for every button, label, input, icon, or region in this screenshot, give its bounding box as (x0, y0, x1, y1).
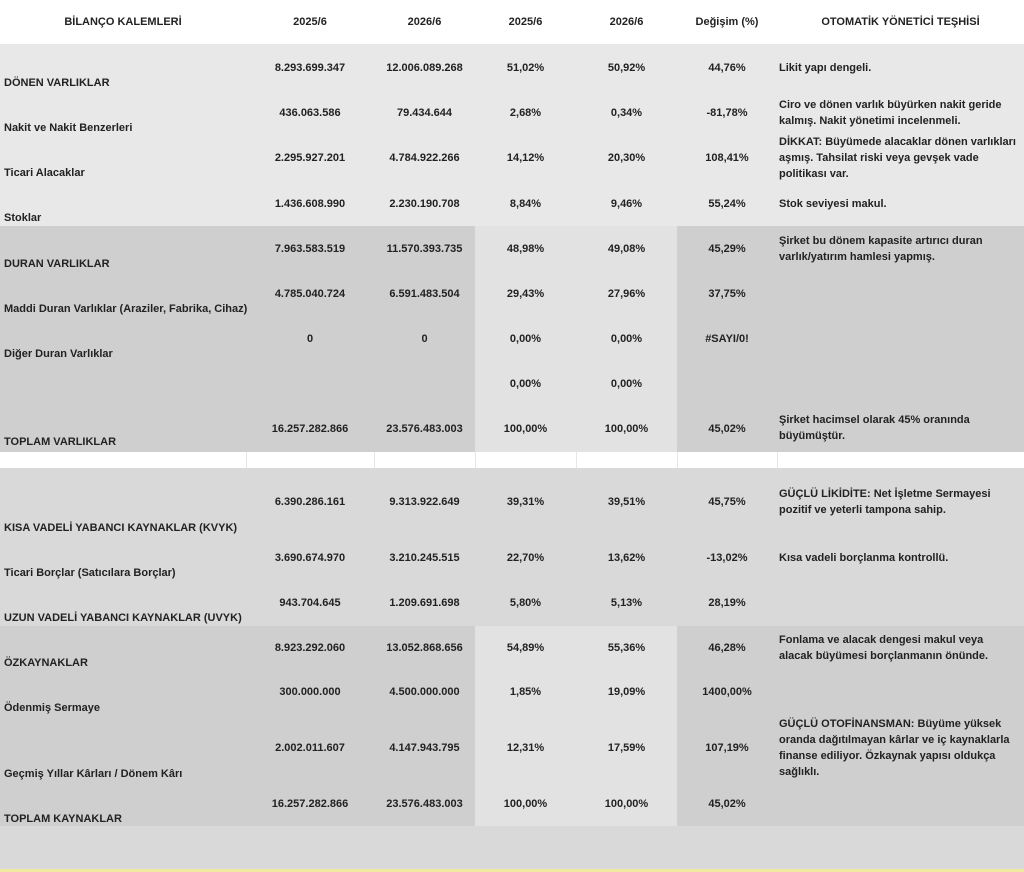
row-change: 45,02% (708, 423, 746, 435)
row-diagnosis: Şirket bu dönem kapasite artırıcı duran varlık/yatırım hamlesi yapmış. (779, 235, 983, 263)
row-pct-2025: 48,98% (506, 243, 545, 255)
row-value-2025: 8.293.699.347 (274, 62, 346, 74)
row-label: Diğer Duran Varlıklar (4, 348, 113, 360)
row-value-2026: 0 (421, 333, 428, 345)
row-change: 107,19% (705, 742, 749, 754)
row-label: Stoklar (4, 212, 42, 224)
row-pct-2026: 5,13% (610, 597, 643, 609)
row-label: TOPLAM KAYNAKLAR (4, 813, 122, 825)
row-value-2025: 7.963.583.519 (274, 243, 346, 255)
row-pct-2026: 55,36% (607, 642, 646, 654)
row-change: 44,76% (708, 62, 746, 74)
row-change: 45,02% (708, 798, 746, 810)
row-pct-2025: 51,02% (506, 62, 545, 74)
row-change: 108,41% (705, 152, 749, 164)
row-change: 46,28% (708, 642, 746, 654)
row-label: KISA VADELİ YABANCI KAYNAKLAR (KVYK) (4, 522, 238, 534)
row-pct-2025: 5,80% (509, 597, 542, 609)
row-value-2026: 3.210.245.515 (389, 552, 460, 564)
row-change: -13,02% (706, 552, 748, 564)
row-label: TOPLAM VARLIKLAR (4, 436, 117, 448)
row-change: #SAYI/0! (705, 333, 749, 345)
row-value-2025: 2.295.927.201 (274, 152, 346, 164)
row-change: 28,19% (708, 597, 746, 609)
row-label: Nakit ve Nakit Benzerleri (4, 122, 133, 134)
row-pct-2026: 100,00% (604, 798, 649, 810)
header-pct-1: 2025/6 (508, 16, 543, 28)
row-pct-2026: 20,30% (607, 152, 646, 164)
row-diagnosis: Likit yapı dengeli. (779, 62, 872, 74)
row-value-2026: 4.500.000.000 (389, 686, 460, 698)
row-value-2025: 0 (306, 333, 314, 345)
row-pct-2026: 50,92% (607, 62, 646, 74)
header-pct-2: 2026/6 (609, 16, 644, 28)
row-value-2025: 1.436.608.990 (274, 198, 346, 210)
row-change: 55,24% (708, 198, 746, 210)
row-value-2025: 3.690.674.970 (274, 552, 346, 564)
row-pct-2026: 17,59% (607, 742, 646, 754)
row-value-2025: 300.000.000 (279, 686, 341, 698)
row-change: 45,75% (708, 496, 746, 508)
row-change: 37,75% (708, 288, 746, 300)
row-value-2025: 8.923.292.060 (274, 642, 346, 654)
row-value-2026: 13.052.868.656 (386, 642, 463, 654)
row-label: Geçmiş Yıllar Kârları / Dönem Kârı (4, 768, 183, 780)
row-pct-2026: 9,46% (610, 198, 643, 210)
row-value-2026: 23.576.483.003 (386, 423, 463, 435)
row-pct-2025: 0,00% (509, 333, 542, 345)
header-item: BİLANÇO KALEMLERİ (64, 16, 182, 28)
separator-gridline (576, 452, 577, 468)
row-value-2026: 23.576.483.003 (386, 798, 463, 810)
row-pct-2025: 39,31% (506, 496, 545, 508)
row-diagnosis: Fonlama ve alacak dengesi makul veya alacak büyümesi borçlanmanın önünde. (779, 634, 989, 662)
row-diagnosis: Kısa vadeli borçlanma kontrollü. (779, 552, 949, 564)
row-pct-2026: 13,62% (607, 552, 646, 564)
row-value-2025: 6.390.286.161 (274, 496, 346, 508)
row-pct-2025: 0,00% (509, 378, 542, 390)
row-value-2025: 16.257.282.866 (271, 423, 349, 435)
row-value-2026: 4.147.943.795 (389, 742, 460, 754)
header-change: Değişim (%) (695, 16, 759, 28)
row-value-2025: 4.785.040.724 (274, 288, 346, 300)
row-pct-2025: 29,43% (506, 288, 545, 300)
separator-row (0, 452, 1024, 468)
row-pct-2025: 12,31% (506, 742, 545, 754)
row-value-2026: 9.313.922.649 (389, 496, 460, 508)
row-diagnosis: GÜÇLÜ LİKİDİTE: Net İşletme Sermayesi pozitif ve yeterli tampona sahip. (779, 488, 991, 516)
separator-gridline (374, 452, 375, 468)
row-value-2026: 1.209.691.698 (389, 597, 460, 609)
row-pct-2026: 0,00% (610, 378, 643, 390)
row-pct-2026: 49,08% (607, 243, 646, 255)
row-label: Maddi Duran Varlıklar (Araziler, Fabrika, Cihaz) (4, 303, 248, 315)
row-label: DURAN VARLIKLAR (4, 258, 110, 270)
row-value-2026: 4.784.922.266 (389, 152, 460, 164)
row-value-2026: 79.434.644 (396, 107, 453, 119)
row-value-2026: 11.570.393.735 (386, 243, 463, 255)
header-year-2: 2026/6 (407, 16, 442, 28)
row-label: UZUN VADELİ YABANCI KAYNAKLAR (UVYK) (4, 612, 242, 624)
row-pct-2025: 100,00% (503, 798, 548, 810)
row-diagnosis: GÜÇLÜ OTOFİNANSMAN: Büyüme yüksek oranda dağıtılmayan kârlar ve iç kaynaklarla finanse ediliyor. Özkaynak yapısı oldukça sağlıklı. (779, 718, 1010, 778)
row-label: DÖNEN VARLIKLAR (4, 77, 110, 89)
row-value-2026: 6.591.483.504 (389, 288, 460, 300)
row-pct-2026: 27,96% (607, 288, 646, 300)
row-change: 45,29% (708, 243, 746, 255)
row-pct-2026: 0,34% (610, 107, 643, 119)
row-pct-2026: 0,00% (610, 333, 643, 345)
row-value-2025: 2.002.011.607 (275, 742, 345, 754)
separator-gridline (677, 452, 678, 468)
separator-gridline (475, 452, 476, 468)
row-pct-2026: 39,51% (607, 496, 646, 508)
row-pct-2025: 100,00% (503, 423, 548, 435)
row-diagnosis: Şirket hacimsel olarak 45% oranında büyümüştür. (779, 414, 970, 442)
row-change: 1400,00% (702, 686, 752, 698)
row-pct-2026: 100,00% (604, 423, 649, 435)
header-diagnosis: OTOMATİK YÖNETİCİ TEŞHİSİ (821, 16, 980, 28)
row-pct-2025: 54,89% (506, 642, 545, 654)
separator-gridline (777, 452, 778, 468)
row-diagnosis: Ciro ve dönen varlık büyürken nakit geride kalmış. Nakit yönetimi incelenmeli. (779, 99, 1002, 127)
row-value-2025: 436.063.586 (279, 107, 341, 119)
row-pct-2026: 19,09% (607, 686, 646, 698)
row-diagnosis: Stok seviyesi makul. (779, 198, 887, 210)
row-label: Ticari Alacaklar (4, 167, 85, 179)
row-label: ÖZKAYNAKLAR (4, 657, 88, 669)
row-pct-2025: 2,68% (509, 107, 542, 119)
row-label: Ödenmiş Sermaye (4, 702, 100, 714)
row-value-2026: 2.230.190.708 (389, 198, 460, 210)
row-pct-2025: 14,12% (506, 152, 545, 164)
row-value-2025: 16.257.282.866 (271, 798, 349, 810)
row-pct-2025: 22,70% (506, 552, 545, 564)
row-value-2025: 943.704.645 (279, 597, 341, 609)
row-pct-2025: 8,84% (509, 198, 542, 210)
row-change: -81,78% (706, 107, 748, 119)
row-value-2026: 12.006.089.268 (386, 62, 463, 74)
row-pct-2025: 1,85% (509, 686, 542, 698)
header-year-1: 2025/6 (293, 16, 327, 28)
row-diagnosis: DİKKAT: Büyümede alacaklar dönen varlıkları aşmış. Tahsilat riski veya gevşek vade politikası var. (779, 136, 1016, 180)
row-label: Ticari Borçlar (Satıcılara Borçlar) (4, 567, 176, 579)
separator-gridline (246, 452, 247, 468)
